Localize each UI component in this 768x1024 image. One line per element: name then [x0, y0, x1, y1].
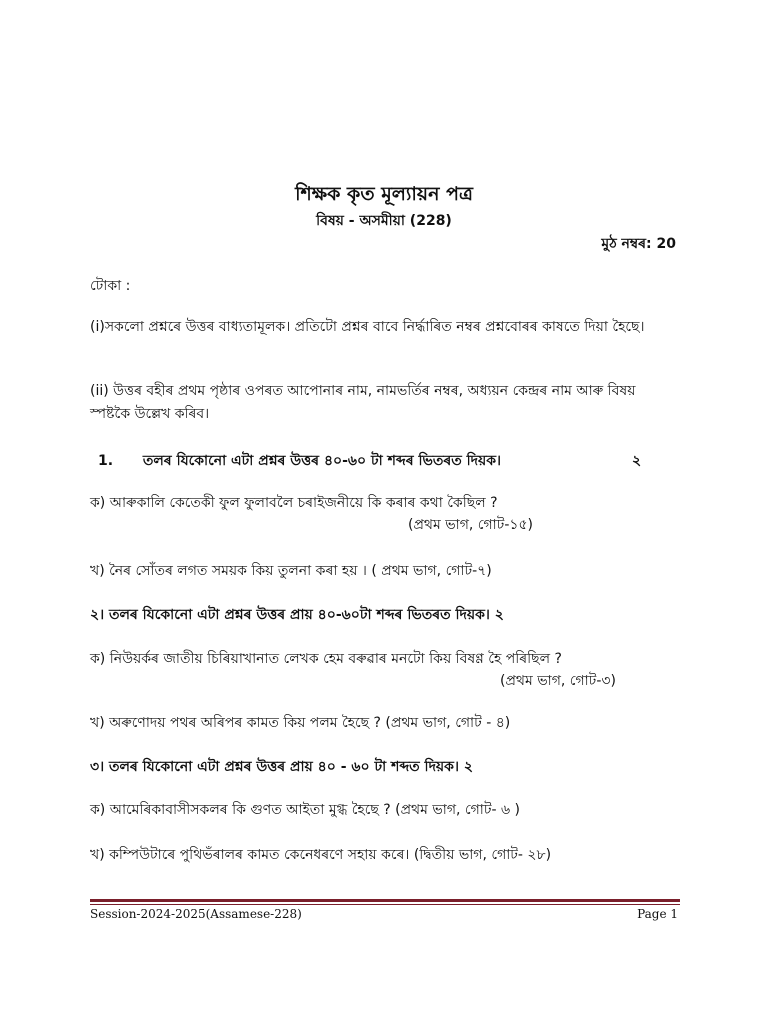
subject-subtitle: বিষয় - অসমীয়া (228)	[316, 213, 452, 229]
question-marks: ২	[632, 453, 642, 469]
sub-question-3b	[90, 843, 551, 867]
question-number: 1.	[98, 453, 114, 469]
sub-question-label: ক)	[90, 495, 106, 511]
total-marks: মুঠ নম্বৰ: 20	[601, 236, 676, 252]
sub-question-text: নিউয়ৰ্কৰ জাতীয় চিৰিয়াখানাত লেখক হেম বৰুৱাৰ মনটো কিয় বিষণ্ণ হৈ পৰিছিল ?	[109, 651, 562, 667]
note-item-2: (ii) উত্তৰ বহীৰ প্ৰথম পৃষ্ঠাৰ ওপৰত আপোনাৰ নাম, নামভৰ্তিৰ নম্বৰ, অধ্যয়ন কেন্দ্ৰৰ নাম আৰু বিষয় স্পষ্টকৈ উল্লেখ কৰিব।	[90, 383, 636, 422]
footer-session: Session-2024-2025(Assamese-228)	[90, 907, 302, 921]
sub-question-text: আৰুকালি কেতেকী ফুল ফুলাবলৈ চৰাইজনীয়ে কি কৰাৰ কথা কৈছিল ?	[109, 495, 498, 511]
question-number: ২।	[90, 607, 105, 623]
notes-label: টোকা :	[90, 278, 131, 294]
footer-page-number: Page 1	[637, 907, 678, 921]
note-item-1: (i)সকলো প্ৰশ্নৰে উত্তৰ বাধ্যতামূলক। প্ৰতিটো প্ৰশ্নৰ বাবে নিৰ্দ্ধাৰিত নম্বৰ প্ৰশ্নবোৰৰ কাষতে দিয়া হৈছে।	[90, 319, 645, 335]
footer-rule-thin	[90, 904, 680, 905]
sub-question-label: খ)	[90, 847, 105, 863]
sub-question-text: অৰুণোদয় পথৰ অৰিপৰ কামত কিয় পলম হৈছে ? (প্ৰথম ভাগ, গোট - ৪)	[109, 715, 511, 731]
sub-question-reference: (প্ৰথম ভাগ, গোট-১৫)	[408, 517, 533, 533]
sub-question-2b	[90, 711, 510, 735]
sub-question-reference: (প্ৰথম ভাগ, গোট-৩)	[500, 673, 616, 689]
sub-question-1a	[90, 491, 498, 515]
page-title: শিক্ষক কৃত মূল্যায়ন পত্ৰ	[295, 183, 473, 205]
question-1-heading	[90, 449, 501, 473]
sub-question-label: ক)	[90, 651, 106, 667]
question-text: তলৰ যিকোনো এটা প্ৰশ্নৰ উত্তৰ ৪০-৬০ টা শব্দৰ ভিতৰত দিয়ক।	[142, 453, 502, 469]
footer-rule	[90, 899, 680, 902]
question-2-heading	[90, 603, 504, 627]
question-3-heading	[90, 755, 473, 779]
question-text: তলৰ যিকোনো এটা প্ৰশ্নৰ উত্তৰ প্ৰায় ৪০-৬০টা শব্দৰ ভিতৰত দিয়ক। ২	[108, 607, 504, 623]
sub-question-text: আমেৰিকাবাসীসকলৰ কি গুণত আইতা মুগ্ধ হৈছে ? (প্ৰথম ভাগ, গোট- ৬ )	[109, 802, 520, 818]
sub-question-label: খ)	[90, 715, 105, 731]
question-text: তলৰ যিকোনো এটা প্ৰশ্নৰ উত্তৰ প্ৰায় ৪০ - ৬০ টা শব্দত দিয়ক। ২	[108, 759, 473, 775]
sub-question-text: কম্পিউটাৰে পুথিভঁৰালৰ কামত কেনেধৰণে সহায় কৰে। (দ্বিতীয় ভাগ, গোট- ২৮)	[109, 847, 552, 863]
sub-question-3a	[90, 798, 520, 822]
sub-question-label: খ)	[90, 563, 105, 579]
question-number: ৩।	[90, 759, 105, 775]
sub-question-1b	[90, 559, 492, 583]
sub-question-text: নৈৰ সোঁতৰ লগত সময়ক কিয় তুলনা কৰা হয় । ( প্ৰথম ভাগ, গোট-৭)	[109, 563, 492, 579]
sub-question-label: ক)	[90, 802, 106, 818]
sub-question-2a	[90, 647, 562, 671]
